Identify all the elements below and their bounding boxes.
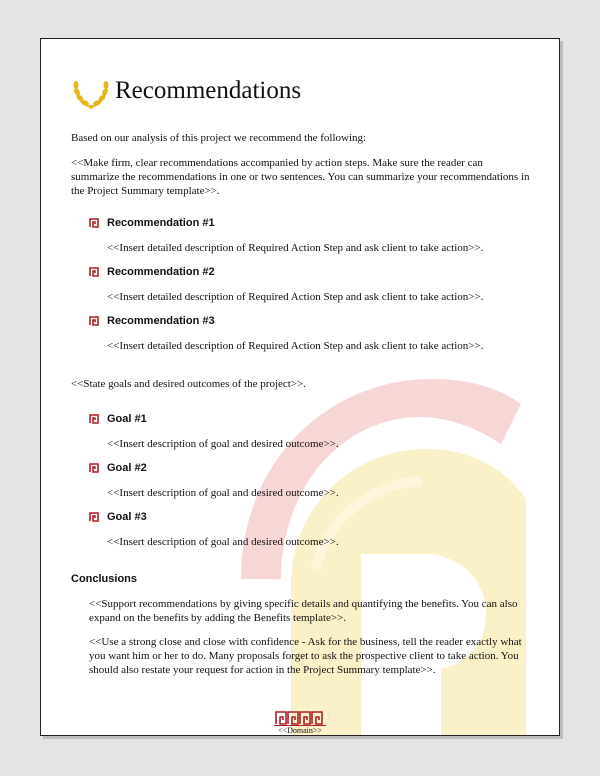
recommendation-3-heading <box>89 315 215 327</box>
recommendation-1-desc: <<Insert detailed description of Required Action Step and ask client to take action>>. <box>107 242 484 254</box>
title-row <box>71 71 301 111</box>
goals-intro-text: <<State goals and desired outcomes of the project>>. <box>71 378 306 390</box>
recommendation-3-title: Recommendation #3 <box>107 315 215 327</box>
page-title: Recommendations <box>115 77 302 104</box>
greek-key-bullet-icon <box>89 414 99 424</box>
recommendation-3-desc: <<Insert detailed description of Required Action Step and ask client to take action>>. <box>107 340 484 352</box>
goal-1-desc: <<Insert description of goal and desired outcome>>. <box>107 438 339 450</box>
conclusions-paragraph-2: <<Use a strong close and close with confidence - Ask for the business, tell the reader exactly what you want him or her to do. Many proposals forget to ask the prospective client to take action. You should also restate your request for action in the Project Summary template>>. <box>89 636 522 676</box>
spartan-helmet-watermark <box>231 369 531 736</box>
laurel-wreath-icon <box>71 71 111 111</box>
intro-text: Based on our analysis of this project we recommend the following: <box>71 132 367 144</box>
greek-key-bullet-icon <box>89 512 99 522</box>
goal-2-desc: <<Insert description of goal and desired outcome>>. <box>107 487 339 499</box>
instructions-text: <<Make firm, clear recommendations accompanied by action steps. Make sure the reader can summarize the recommendations in one or two sentences. You can summarize your recommendations in the Project Summary template>>. <box>71 157 530 197</box>
conclusions-paragraph-1: <<Support recommendations by giving specific details and quantifying the benefits. You can also expand on the benefits by adding the Benefits template>>. <box>89 598 518 624</box>
greek-key-logo-icon <box>275 711 325 725</box>
greek-key-bullet-icon <box>89 218 99 228</box>
recommendation-2-heading <box>89 266 215 278</box>
conclusions-heading: Conclusions <box>71 573 138 585</box>
goal-3-title: Goal #3 <box>107 511 147 523</box>
recommendation-1-title: Recommendation #1 <box>107 217 215 229</box>
goal-2-title: Goal #2 <box>107 462 147 474</box>
recommendation-1-heading <box>89 217 215 229</box>
greek-key-bullet-icon <box>89 316 99 326</box>
document-page <box>40 38 560 736</box>
goal-1-heading <box>89 413 147 425</box>
greek-key-bullet-icon <box>89 267 99 277</box>
greek-key-bullet-icon <box>89 463 99 473</box>
goal-3-heading <box>89 511 147 523</box>
recommendation-2-title: Recommendation #2 <box>107 266 215 278</box>
goal-3-desc: <<Insert description of goal and desired outcome>>. <box>107 536 339 548</box>
goal-2-heading <box>89 462 147 474</box>
footer-domain: <<Domain>> <box>274 725 326 735</box>
page-footer <box>274 711 326 735</box>
recommendation-2-desc: <<Insert detailed description of Required Action Step and ask client to take action>>. <box>107 291 484 303</box>
goal-1-title: Goal #1 <box>107 413 147 425</box>
